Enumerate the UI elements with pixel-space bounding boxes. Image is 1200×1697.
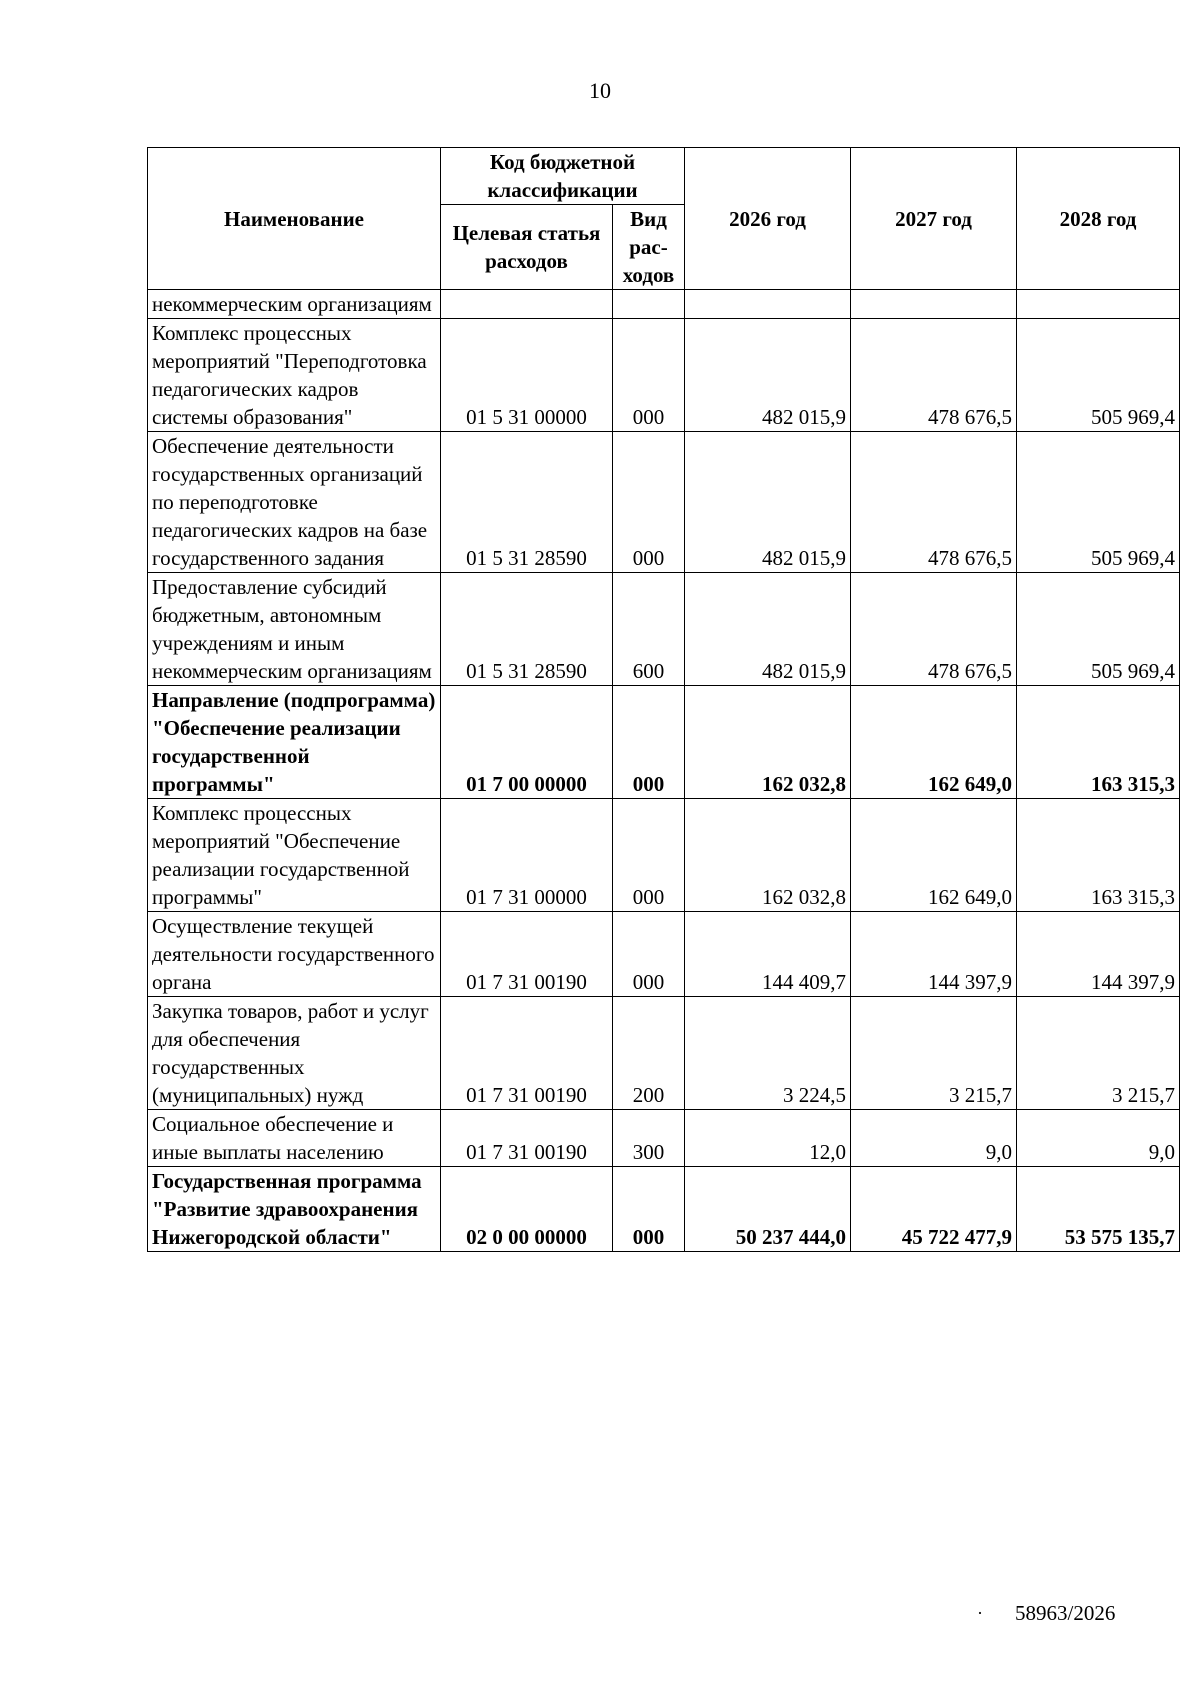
row-target-code [441,290,613,319]
table-row [148,573,1180,686]
page-number: 10 [589,78,611,103]
header-2027: 2027 год [851,148,1017,290]
row-expense-kind: 000 [613,432,685,573]
row-value-2026: 144 409,7 [685,912,851,997]
row-target-code: 01 7 00 00000 [441,686,613,799]
row-value-2026 [685,290,851,319]
row-value-2027: 9,0 [851,1110,1017,1167]
row-name: некоммерческим организациям [148,290,441,319]
row-expense-kind: 600 [613,573,685,686]
row-value-2026: 482 015,9 [685,432,851,573]
row-target-code: 01 7 31 00190 [441,997,613,1110]
row-value-2028: 53 575 135,7 [1017,1167,1180,1252]
row-expense-kind: 000 [613,912,685,997]
header-code-group: Код бюджетной классификации [441,148,685,205]
row-name: Обеспечение деятельности государственных организаций по переподготовке педагогических кадров на базе государственного задания [148,432,441,573]
row-value-2028: 505 969,4 [1017,573,1180,686]
row-value-2027: 162 649,0 [851,686,1017,799]
row-value-2028: 163 315,3 [1017,799,1180,912]
row-name: Направление (подпрограмма) "Обеспечение реализации государственной программы" [148,686,441,799]
row-value-2028: 144 397,9 [1017,912,1180,997]
row-value-2026: 50 237 444,0 [685,1167,851,1252]
row-value-2027: 45 722 477,9 [851,1167,1017,1252]
row-name: Государственная программа "Развитие здравоохранения Нижегородской области" [148,1167,441,1252]
row-target-code: 02 0 00 00000 [441,1167,613,1252]
row-target-code: 01 5 31 28590 [441,573,613,686]
row-value-2026: 162 032,8 [685,686,851,799]
row-expense-kind: 200 [613,997,685,1110]
row-name: Комплекс процессных мероприятий "Переподготовка педагогических кадров системы образования" [148,319,441,432]
table-row [148,432,1180,573]
table-row [148,319,1180,432]
header-2028: 2028 год [1017,148,1180,290]
row-name: Закупка товаров, работ и услуг для обеспечения государственных (муниципальных) нужд [148,997,441,1110]
row-value-2026: 12,0 [685,1110,851,1167]
row-expense-kind: 000 [613,799,685,912]
row-expense-kind [613,290,685,319]
row-value-2027: 144 397,9 [851,912,1017,997]
row-target-code: 01 7 31 00190 [441,1110,613,1167]
row-target-code: 01 7 31 00000 [441,799,613,912]
row-value-2028: 3 215,7 [1017,997,1180,1110]
table-row [148,1110,1180,1167]
row-value-2026: 3 224,5 [685,997,851,1110]
row-name: Социальное обеспечение и иные выплаты населению [148,1110,441,1167]
row-name: Предоставление субсидий бюджетным, автономным учреждениям и иным некоммерческим организациям [148,573,441,686]
row-value-2026: 162 032,8 [685,799,851,912]
row-value-2026: 482 015,9 [685,573,851,686]
header-expense-kind: Вид рас-ходов [613,205,685,290]
row-expense-kind: 300 [613,1110,685,1167]
row-expense-kind: 000 [613,319,685,432]
budget-table [147,147,1180,1252]
row-value-2027: 478 676,5 [851,319,1017,432]
table-row [148,686,1180,799]
table-row [148,290,1180,319]
table-row [148,997,1180,1110]
row-value-2028: 9,0 [1017,1110,1180,1167]
row-target-code: 01 5 31 28590 [441,432,613,573]
row-expense-kind: 000 [613,1167,685,1252]
row-name: Осуществление текущей деятельности государственного органа [148,912,441,997]
row-value-2027: 162 649,0 [851,799,1017,912]
table-row [148,799,1180,912]
table-row [148,1167,1180,1252]
row-value-2027 [851,290,1017,319]
table-row [148,912,1180,997]
row-target-code: 01 5 31 00000 [441,319,613,432]
row-value-2028 [1017,290,1180,319]
row-value-2027: 478 676,5 [851,573,1017,686]
row-name: Комплекс процессных мероприятий "Обеспечение реализации государственной программы" [148,799,441,912]
header-name: Наименование [148,148,441,290]
document-id: 58963/2026 [1015,1601,1116,1625]
row-value-2027: 3 215,7 [851,997,1017,1110]
row-value-2027: 478 676,5 [851,432,1017,573]
row-value-2028: 505 969,4 [1017,432,1180,573]
row-value-2028: 163 315,3 [1017,686,1180,799]
header-2026: 2026 год [685,148,851,290]
header-target-article: Целевая статья расходов [441,205,613,290]
row-value-2028: 505 969,4 [1017,319,1180,432]
row-expense-kind: 000 [613,686,685,799]
row-value-2026: 482 015,9 [685,319,851,432]
footer-dot: · [977,1603,983,1623]
row-target-code: 01 7 31 00190 [441,912,613,997]
table-body [148,290,1180,1252]
